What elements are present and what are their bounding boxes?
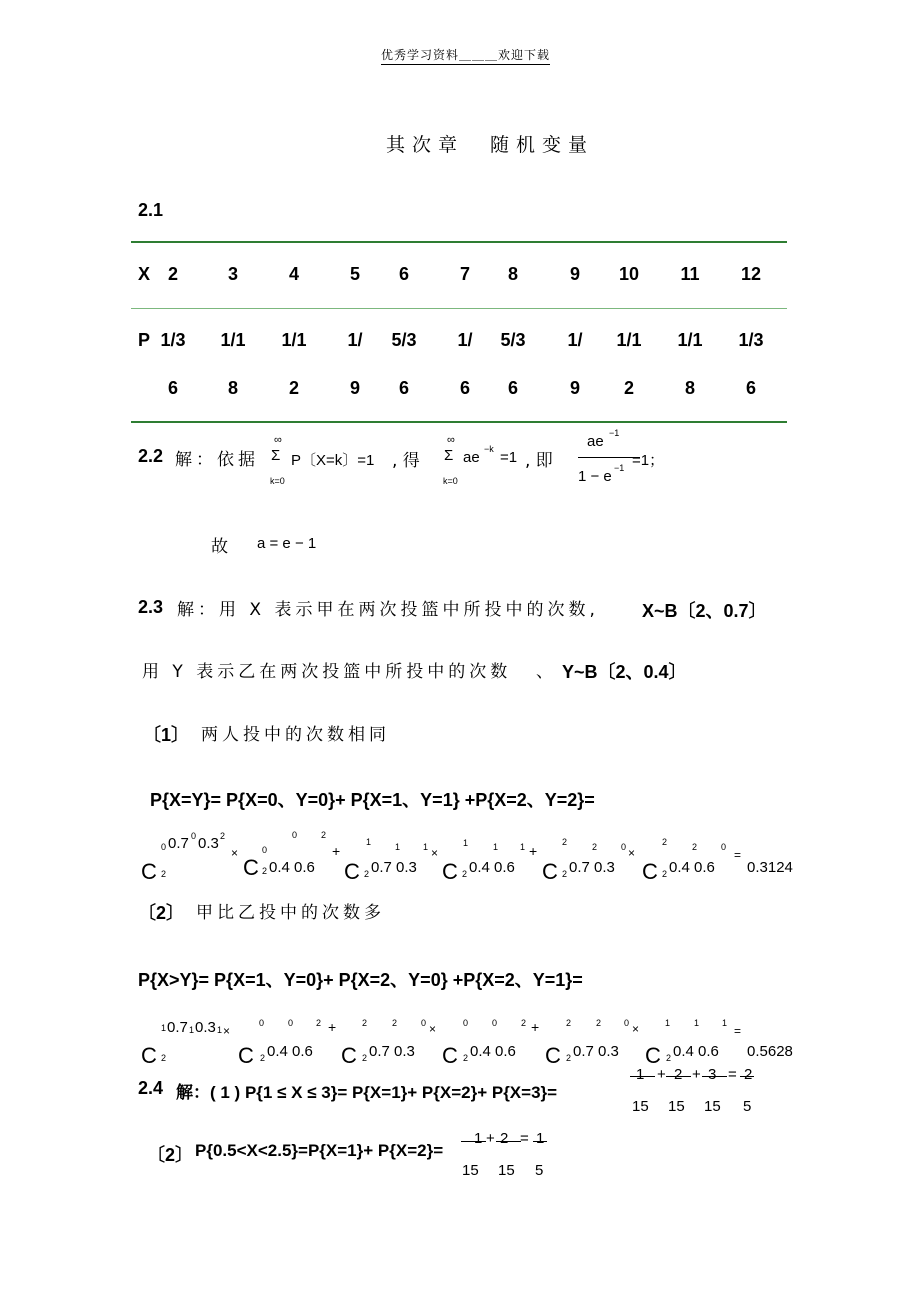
f2-c5-sub: 2 <box>566 1053 572 1063</box>
f1-e6: 1 <box>520 842 526 852</box>
s24-q2-num: 〔2〕 <box>147 1145 194 1165</box>
section-2-2-label: 2.2 <box>138 446 164 466</box>
f2-e2: 2 <box>316 1018 322 1028</box>
x-value-3: 4 <box>288 264 299 284</box>
p-value-top-2: 1/1 <box>220 330 246 350</box>
s24-q1-bar-4 <box>740 1076 754 1077</box>
s24-q1-den-3: 15 <box>704 1098 721 1115</box>
s23-q2-text: 甲比乙投中的次数多 <box>196 903 385 923</box>
s22-expr-2sup: −k <box>484 444 494 454</box>
table-top-rule <box>131 241 787 243</box>
f1-e4: 1 <box>423 842 429 852</box>
f1-times-0: × <box>231 846 239 860</box>
s24-q2-den-2: 15 <box>498 1162 515 1179</box>
s24-q2-den-1: 15 <box>462 1162 479 1179</box>
p-value-top-11: 1/3 <box>738 330 764 350</box>
table-bottom-rule <box>131 421 787 423</box>
f1-c5: C <box>542 859 558 884</box>
f1-e2: 2 <box>321 830 327 840</box>
f1-c2-sup: 0 <box>262 845 268 855</box>
f1-c6-sub: 2 <box>662 869 668 879</box>
s22-sigma-2: Σ <box>444 447 454 464</box>
table-mid-rule <box>131 308 787 309</box>
f2-e1: 0 <box>288 1018 294 1028</box>
f2-e3: 2 <box>392 1018 398 1028</box>
f1-e9: 2 <box>692 842 698 852</box>
s24-q1-den-4: 5 <box>743 1098 752 1115</box>
p-value-bottom-3: 2 <box>288 378 299 398</box>
f1-times-2: × <box>628 846 636 860</box>
f1-c6-sup: 2 <box>662 837 668 847</box>
p-value-bottom-11: 6 <box>745 378 756 398</box>
s24-q1-num-4: 2 <box>744 1066 753 1083</box>
f2-c3: C <box>341 1043 357 1068</box>
f2-c2: C <box>238 1043 254 1068</box>
p-value-bottom-9: 2 <box>623 378 634 398</box>
f2-t2: 0.4 0.6 <box>267 1043 313 1060</box>
s24-q1-eq: = <box>728 1066 737 1083</box>
s24-q2: P{0.5<X<2.5}=P{X=1}+ P{X=2}= <box>195 1141 444 1160</box>
s23-eq-1: P{X=Y}= P{X=0、Y=0}+ P{X=1、Y=1} +P{X=2、Y=2}= <box>150 790 595 810</box>
f1-c1-sub: 2 <box>161 869 167 879</box>
f2-sub-a: 1 <box>189 1025 195 1035</box>
f2-term-a: 0.7 <box>167 1019 188 1036</box>
s24-q2-num-1: 1 <box>474 1130 483 1147</box>
x-value-9: 10 <box>618 264 640 284</box>
s22-sub-2: k=0 <box>443 476 458 486</box>
f2-e7: 2 <box>596 1018 602 1028</box>
s24-q2-den-3: 5 <box>535 1162 544 1179</box>
p-value-top-3: 1/1 <box>281 330 307 350</box>
s24-q2-num-3: 1 <box>536 1130 545 1147</box>
s22-gu: 故 <box>211 537 228 557</box>
s22-result: a = e − 1 <box>257 535 317 552</box>
s23-result-1: 0.3124 <box>747 859 793 876</box>
x-value-10: 11 <box>680 264 700 284</box>
f1-e5: 1 <box>493 842 499 852</box>
f1-c6: C <box>642 859 658 884</box>
p-value-top-1: 1/3 <box>160 330 186 350</box>
f2-c6-sup: 1 <box>665 1018 671 1028</box>
s22-sep-2: , 即 <box>525 451 553 471</box>
p-value-bottom-2: 8 <box>227 378 238 398</box>
f1-c2-sub: 2 <box>262 866 268 876</box>
f1-e7: 2 <box>592 842 598 852</box>
f2-plus-2: + <box>531 1019 540 1035</box>
s24-q2-plus: + <box>486 1130 495 1147</box>
f2-c4-sup: 0 <box>463 1018 469 1028</box>
s22-lead: 解：依据 <box>175 450 259 470</box>
p-value-top-4: 1/ <box>347 330 363 350</box>
f1-c3-sup: 1 <box>366 837 372 847</box>
f2-times-0: × <box>223 1024 231 1038</box>
f1-sup-a: 0 <box>191 831 197 841</box>
p-value-bottom-4: 9 <box>349 378 360 398</box>
p-value-bottom-6: 6 <box>459 378 470 398</box>
f1-c4-sub: 2 <box>462 869 468 879</box>
f1-term-b: 0.3 <box>198 835 219 852</box>
f1-t5: 0.7 0.3 <box>569 859 615 876</box>
f1-e10: 0 <box>721 842 727 852</box>
s22-frac-bar <box>578 457 640 458</box>
f1-c5-sup: 2 <box>562 837 568 847</box>
p-value-top-10: 1/1 <box>677 330 703 350</box>
f2-c4-sub: 2 <box>463 1053 469 1063</box>
p-value-bottom-10: 8 <box>684 378 695 398</box>
s24-q1-num-1: 1 <box>636 1066 645 1083</box>
page-header: 优秀学习资料＿＿＿欢迎下载 <box>381 46 550 65</box>
s23-result-2: 0.5628 <box>747 1043 793 1060</box>
row-p-label: P <box>138 330 151 350</box>
f2-t6: 0.4 0.6 <box>673 1043 719 1060</box>
f2-e10: 1 <box>722 1018 728 1028</box>
s23-sep: 、 <box>536 662 553 682</box>
p-value-top-8: 1/ <box>567 330 583 350</box>
f1-t2: 0.4 0.6 <box>269 859 315 876</box>
x-value-1: 2 <box>167 264 178 284</box>
s22-infty-2: ∞ <box>447 434 455 446</box>
f2-plus-1: + <box>328 1019 337 1035</box>
s22-expr-2a: ae <box>463 449 480 466</box>
s24-q2-bar-2 <box>496 1141 521 1142</box>
s24-q2-num-2: 2 <box>500 1130 509 1147</box>
p-value-top-5: 5/3 <box>391 330 417 350</box>
s24-q1-num-2: 2 <box>674 1066 683 1083</box>
f2-c3-sub: 2 <box>362 1053 368 1063</box>
f2-sup-1: 1 <box>161 1023 167 1033</box>
f2-e6: 2 <box>521 1018 527 1028</box>
p-value-bottom-8: 9 <box>569 378 580 398</box>
s24-q1-bar-1 <box>630 1076 655 1077</box>
f2-c5-sup: 2 <box>566 1018 572 1028</box>
f2-c2-sub: 2 <box>260 1053 266 1063</box>
f2-e5: 0 <box>492 1018 498 1028</box>
s24-q1-bar-3 <box>702 1076 727 1077</box>
s22-frac-num-sup: −1 <box>609 428 620 438</box>
f1-plus-2: + <box>529 843 538 859</box>
section-2-4-label: 2.4 <box>138 1078 164 1098</box>
f1-t4: 0.4 0.6 <box>469 859 515 876</box>
s23-line-2: 用 Y 表示乙在两次投篮中所投中的次数 <box>142 662 512 682</box>
s24-q2-bar-1 <box>461 1141 486 1142</box>
s23-q1-text: 两人投中的次数相同 <box>201 725 390 745</box>
s22-expr-1: P〔X=k〕=1 <box>291 452 375 469</box>
f2-c3-sup: 2 <box>362 1018 368 1028</box>
s24-q1-num-3: 3 <box>708 1066 717 1083</box>
f1-t3: 0.7 0.3 <box>371 859 417 876</box>
s24-q1: 解：( 1 ) P{1 ≤ X ≤ 3}= P{X=1}+ P{X=2}+ P{X=3}= <box>176 1083 558 1102</box>
f2-t3: 0.7 0.3 <box>369 1043 415 1060</box>
s24-q2-bar-3 <box>533 1141 547 1142</box>
s24-q2-eq: = <box>520 1130 529 1147</box>
row-x-label: X <box>138 264 151 284</box>
s22-sigma-1: Σ <box>271 447 281 464</box>
f2-c6-sub: 2 <box>666 1053 672 1063</box>
f1-c3: C <box>344 859 360 884</box>
f2-e9: 1 <box>694 1018 700 1028</box>
s23-eq-2: P{X>Y}= P{X=1、Y=0}+ P{X=2、Y=0} +P{X=2、Y=1}= <box>138 970 583 990</box>
x-value-11: 12 <box>740 264 762 284</box>
x-value-5: 6 <box>398 264 409 284</box>
f2-eq: = <box>734 1024 742 1038</box>
chapter-title: 其次章 随机变量 <box>386 134 595 156</box>
s22-infty-1: ∞ <box>274 434 282 446</box>
s23-dist-2: Y~B〔2、0.4〕 <box>562 662 687 682</box>
s24-q1-den-1: 15 <box>632 1098 649 1115</box>
section-2-3-label: 2.3 <box>138 597 164 617</box>
f2-e4: 0 <box>421 1018 427 1028</box>
s22-sep-1: , 得 <box>392 451 420 471</box>
f2-c4: C <box>442 1043 458 1068</box>
s22-sub-1: k=0 <box>270 476 285 486</box>
s23-line-1: 解：用 X 表示甲在两次投篮中所投中的次数, <box>177 600 599 620</box>
p-value-bottom-7: 6 <box>507 378 518 398</box>
x-value-4: 5 <box>349 264 360 284</box>
f1-e3: 1 <box>395 842 401 852</box>
s22-frac-num: ae <box>587 433 604 450</box>
f2-c1: C <box>141 1043 157 1068</box>
f1-times-1: × <box>431 846 439 860</box>
f2-e8: 0 <box>624 1018 630 1028</box>
f1-term-a: 0.7 <box>168 835 189 852</box>
x-value-8: 9 <box>569 264 580 284</box>
f2-t5: 0.7 0.3 <box>573 1043 619 1060</box>
x-value-6: 7 <box>459 264 470 284</box>
f1-e8: 0 <box>621 842 627 852</box>
f1-c4: C <box>442 859 458 884</box>
s24-q1-bar-2 <box>666 1076 691 1077</box>
s22-frac-den-sup: −1 <box>614 463 625 473</box>
s23-dist-1: X~B〔2、0.7〕 <box>642 601 767 621</box>
f1-plus-1: + <box>332 843 341 859</box>
f1-c1: C <box>141 859 157 884</box>
f1-t6: 0.4 0.6 <box>669 859 715 876</box>
s23-q1-num: 〔1〕 <box>143 725 190 745</box>
f1-eq: = <box>734 848 742 862</box>
f1-c5-sub: 2 <box>562 869 568 879</box>
p-value-top-7: 5/3 <box>500 330 526 350</box>
f2-term-b: 0.3 <box>195 1019 216 1036</box>
s24-q1-den-2: 15 <box>668 1098 685 1115</box>
section-2-1-label: 2.1 <box>138 200 164 220</box>
f2-sub-b: 1 <box>217 1025 223 1035</box>
p-value-top-9: 1/1 <box>616 330 642 350</box>
f2-c5: C <box>545 1043 561 1068</box>
f1-c4-sup: 1 <box>463 838 469 848</box>
f2-t4: 0.4 0.6 <box>470 1043 516 1060</box>
s22-expr-2b: =1 <box>500 449 518 466</box>
f2-c1-sub: 2 <box>161 1053 167 1063</box>
s24-q1-plus-1: + <box>657 1066 666 1083</box>
f1-c2: C <box>243 855 259 880</box>
f2-c2-sup: 0 <box>259 1018 265 1028</box>
f1-sup-b: 2 <box>220 831 226 841</box>
x-value-2: 3 <box>227 264 238 284</box>
f2-c6: C <box>645 1043 661 1068</box>
f2-times-1: × <box>429 1022 437 1036</box>
s23-q2-num: 〔2〕 <box>138 903 185 923</box>
f1-e1: 0 <box>292 830 298 840</box>
p-value-bottom-5: 6 <box>398 378 409 398</box>
p-value-top-6: 1/ <box>457 330 473 350</box>
s22-frac-den: 1 − e <box>578 468 612 485</box>
s24-q1-plus-2: + <box>692 1066 701 1083</box>
f1-sup-0: 0 <box>161 842 167 852</box>
f2-times-2: × <box>632 1022 640 1036</box>
f1-c3-sub: 2 <box>364 869 370 879</box>
x-value-7: 8 <box>507 264 518 284</box>
p-value-bottom-1: 6 <box>167 378 178 398</box>
s22-frac-eq: =1； <box>632 452 665 469</box>
